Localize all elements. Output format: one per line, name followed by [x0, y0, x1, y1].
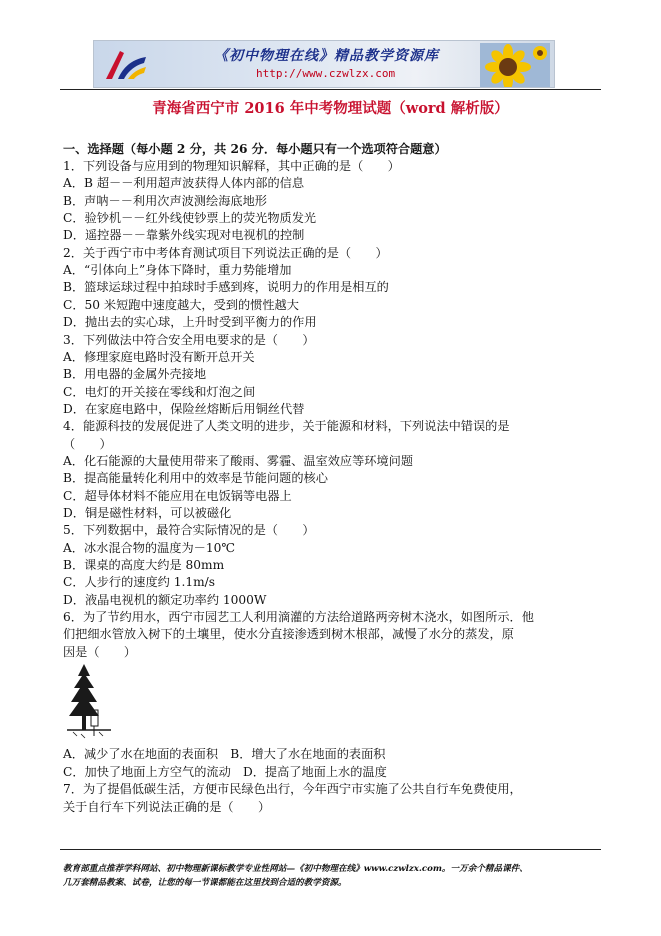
- question-line: 1．下列设备与应用到的物理知识解释，其中正确的是（ ）: [63, 159, 400, 173]
- question-line: 5．下列数据中，最符合实际情况的是（ ）: [63, 523, 315, 538]
- footer-line-2: 几万套精品教案、试卷，让您的每一节课都能在这里找到合适的教学资源。: [63, 878, 347, 888]
- question-line: C．人步行的速度约 1.1m/s: [63, 575, 215, 590]
- footer-line-1: 教育部重点推荐学科网站、初中物理新课标教学专业性网站—《初中物理在线》www.czwlzx.com。一万余个精品课件、: [63, 864, 528, 874]
- question-line: D．遥控器－－靠紫外线实现对电视机的控制: [63, 228, 305, 243]
- question-line: C．超导体材料不能应用在电饭锅等电器上: [63, 488, 292, 503]
- question-line: A．修理家庭电路时没有断开总开关: [63, 349, 255, 364]
- question-line: A．冰水混合物的温度为－10℃: [63, 540, 236, 555]
- question-line: B．课桌的高度大约是 80mm: [63, 558, 225, 573]
- question-line: 6．为了节约用水，西宁市园艺工人利用滴灌的方法给道路两旁树木浇水，如图所示．他: [63, 610, 534, 625]
- document-title: 青海省西宁市 2016 年中考物理试题（word 解析版）: [152, 100, 509, 117]
- question-line: 4．能源科技的发展促进了人类文明的进步，关于能源和材料，下列说法中错误的是: [63, 419, 510, 434]
- question-line: C．验钞机－－红外线使钞票上的荧光物质发光: [63, 211, 317, 226]
- question-line: 3．下列做法中符合安全用电要求的是（ ）: [63, 332, 315, 347]
- question-line: C．电灯的开关接在零线和灯泡之间: [63, 384, 256, 399]
- question-line: B．用电器的金属外壳接地: [63, 367, 207, 382]
- question-line: B．篮球运球过程中拍球时手感到疼，说明力的作用是相互的: [63, 280, 389, 295]
- question-line: 2．关于西宁市中考体育测试项目下列说法正确的是（ ）: [63, 245, 388, 260]
- question-line: B．提高能量转化利用中的效率是节能问题的核心: [63, 471, 328, 486]
- tree-drip-irrigation-figure: [63, 662, 115, 740]
- question-line: A．B 超－－利用超声波获得人体内部的信息: [63, 176, 305, 191]
- question-line: 们把细水管放入树下的土壤里，使水分直接渗透到树木根部，减慢了水分的蒸发，原: [63, 627, 514, 642]
- banner-title: 《初中物理在线》精品教学资源库: [214, 48, 439, 64]
- question-line: A．化石能源的大量使用带来了酸雨、雾霾、温室效应等环境问题: [63, 453, 414, 468]
- question-line: D．抛出去的实心球，上升时受到平衡力的作用: [63, 315, 317, 330]
- question-line: 因是（ ）: [63, 644, 137, 659]
- question-line: A．减少了水在地面的表面积 B．增大了水在地面的表面积: [63, 747, 386, 761]
- question-line: 关于自行车下列说法正确的是（ ）: [63, 799, 271, 814]
- header-banner: [93, 40, 555, 88]
- section-heading: 一、选择题（每小题 2 分，共 26 分．每小题只有一个选项符合题意）: [63, 142, 447, 156]
- question-line: 7．为了提倡低碳生活，方便市民绿色出行，今年西宁市实施了公共自行车免费使用，: [63, 782, 522, 796]
- header-rule: [60, 89, 601, 90]
- footer-rule: [60, 849, 601, 850]
- question-line: D．液晶电视机的额定功率约 1000W: [63, 592, 267, 607]
- question-line: A．“引体向上”身体下降时，重力势能增加: [63, 263, 292, 278]
- question-line: C．50 米短跑中速度越大，受到的惯性越大: [63, 297, 299, 312]
- question-line: （ ）: [63, 436, 112, 451]
- sunflower-icon: [480, 43, 550, 87]
- banner-url[interactable]: http://www.czwlzx.com: [256, 67, 396, 80]
- question-line: C．加快了地面上方空气的流动 D．提高了地面上水的温度: [63, 764, 387, 779]
- site-logo-icon: [100, 45, 152, 83]
- question-line: D．在家庭电路中，保险丝熔断后用铜丝代替: [63, 401, 305, 416]
- question-line: B．声呐－－利用次声波测绘海底地形: [63, 193, 267, 208]
- question-line: D．铜是磁性材料，可以被磁化: [63, 506, 232, 520]
